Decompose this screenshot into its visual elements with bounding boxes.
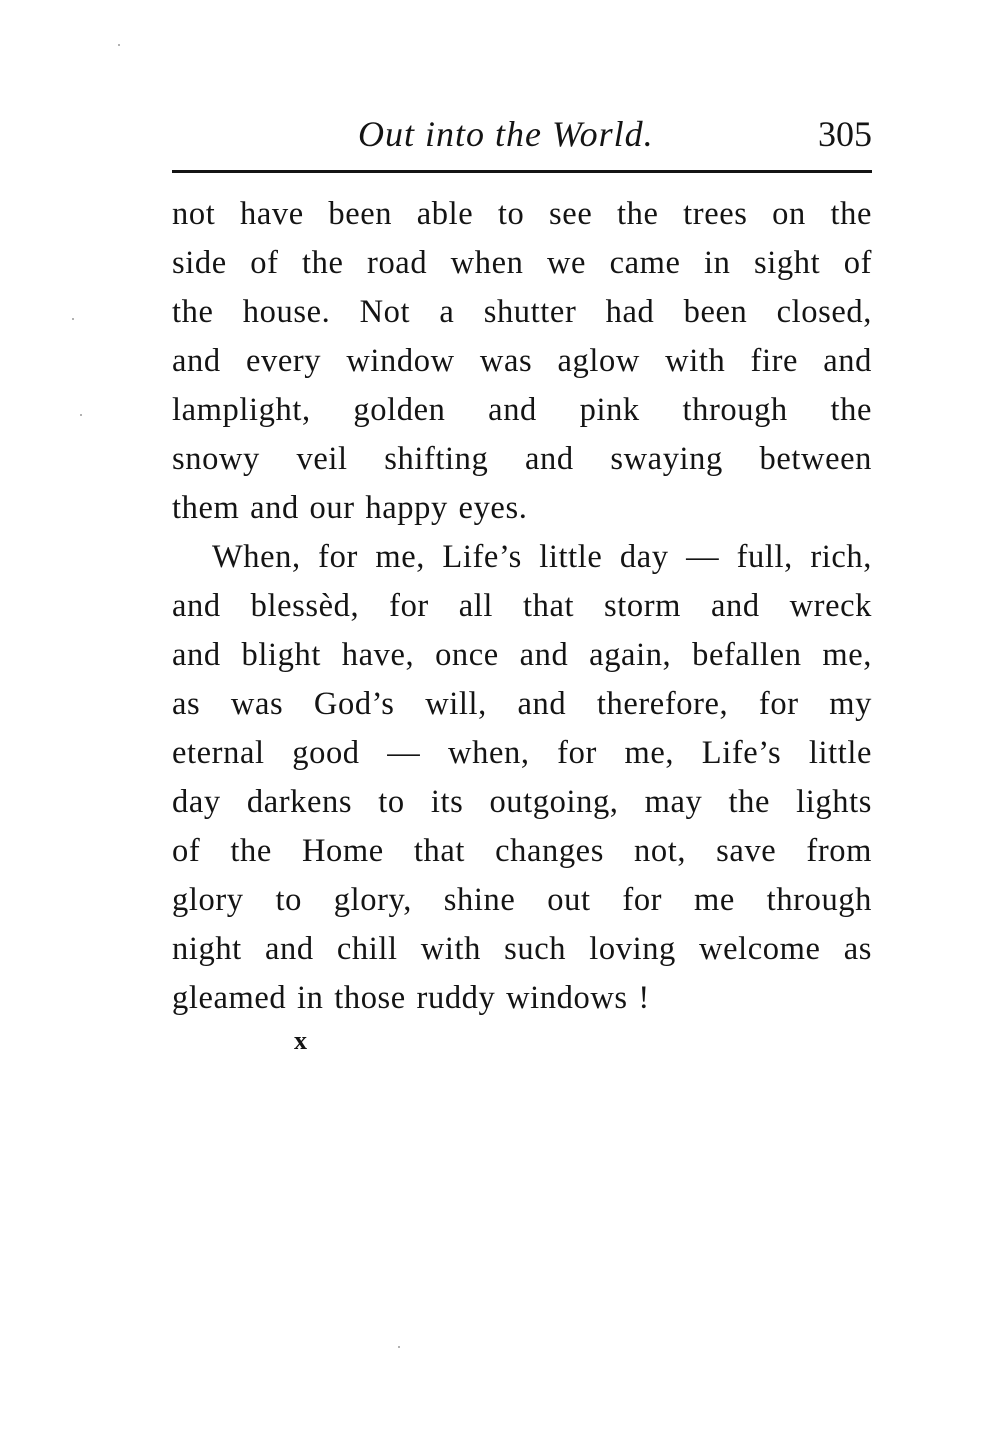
text-line: glory to glory, shine out for me through bbox=[172, 882, 872, 918]
text-line: not have been able to see the trees on the bbox=[172, 196, 872, 232]
text-line: the house. Not a shutter had been closed, bbox=[172, 294, 872, 330]
text-line: gleamed in those ruddy windows ! bbox=[172, 980, 650, 1016]
running-title: Out into the World. bbox=[358, 114, 654, 154]
text-line: When, for me, Life’s little day — full, rich, bbox=[212, 539, 872, 575]
text-line: and every window was aglow with fire and bbox=[172, 343, 872, 379]
text-line: snowy veil shifting and swaying between bbox=[172, 441, 872, 477]
text-line: them and our happy eyes. bbox=[172, 490, 528, 526]
page-number: 305 bbox=[818, 114, 872, 154]
text-line: and blight have, once and again, befallen me, bbox=[172, 637, 872, 673]
running-head bbox=[172, 108, 872, 160]
signature-mark: x bbox=[294, 1026, 307, 1055]
body-text bbox=[172, 190, 872, 1023]
paragraph-1 bbox=[172, 190, 872, 533]
header-rule bbox=[172, 170, 872, 173]
paper-speck bbox=[80, 414, 82, 416]
text-line: lamplight, golden and pink through the bbox=[172, 392, 872, 428]
text-line: and blessèd, for all that storm and wreck bbox=[172, 588, 872, 624]
text-line: of the Home that changes not, save from bbox=[172, 833, 872, 869]
text-line: as was God’s will, and therefore, for my bbox=[172, 686, 872, 722]
paper-speck bbox=[72, 318, 74, 320]
text-line: night and chill with such loving welcome as bbox=[172, 931, 872, 967]
text-line: day darkens to its outgoing, may the lights bbox=[172, 784, 872, 820]
text-line: eternal good — when, for me, Life’s little bbox=[172, 735, 872, 771]
paper-speck bbox=[398, 1346, 400, 1348]
paragraph-2 bbox=[172, 533, 872, 1023]
text-line: side of the road when we came in sight of bbox=[172, 245, 872, 281]
paper-speck bbox=[118, 44, 120, 46]
